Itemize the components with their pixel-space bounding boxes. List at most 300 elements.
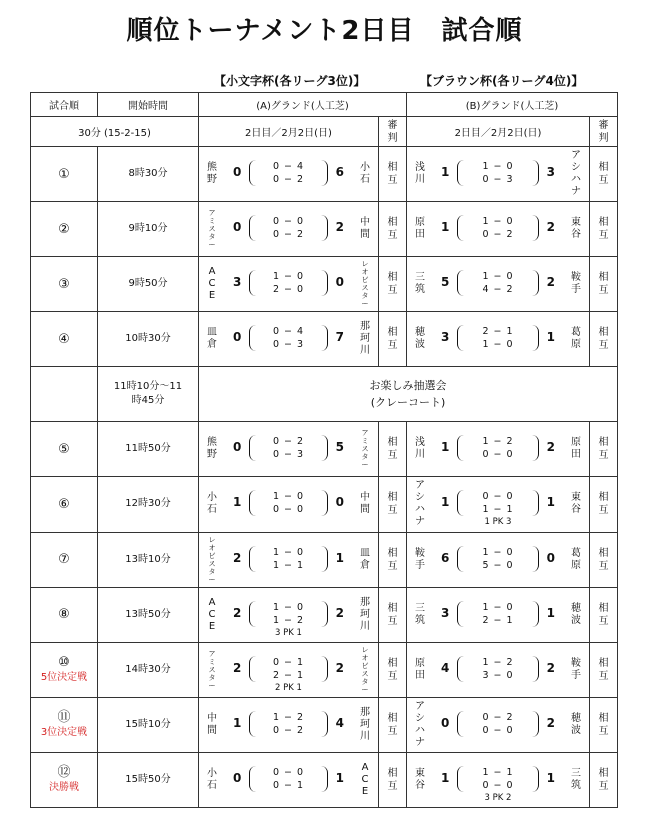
away-total-score: 1 <box>546 495 556 510</box>
referee-text: 相互 <box>387 547 398 572</box>
team-name: 熊 野 <box>207 437 217 461</box>
pk-result: 2 PK 1 <box>275 682 302 693</box>
game-box <box>407 312 589 366</box>
team-name: 原 田 <box>571 437 582 461</box>
team-name: 葛 原 <box>571 327 582 351</box>
start-time: 9時10分 <box>98 202 199 257</box>
first-half-score: 1 − 0 <box>482 546 514 558</box>
half-scores-bracket <box>249 546 328 572</box>
referee-text: 相互 <box>387 767 398 792</box>
first-half-score: 0 − 1 <box>272 656 305 668</box>
match-number: ⑤ <box>58 441 70 457</box>
match-number: ③ <box>58 276 70 292</box>
second-half-score: 0 − 3 <box>272 339 305 351</box>
referee-text: 相互 <box>387 162 398 187</box>
team-name: 中 間 <box>207 712 217 736</box>
match-row <box>31 532 618 587</box>
game-cell-a <box>199 257 379 312</box>
second-half-score: 1 − 1 <box>272 559 305 571</box>
referee-cell-a <box>379 202 407 257</box>
second-half-score: 0 − 0 <box>482 724 514 736</box>
referee-cell-a <box>379 642 407 697</box>
away-total-score: 2 <box>335 660 344 675</box>
home-total-score: 5 <box>441 275 450 290</box>
game-box <box>199 422 378 476</box>
away-total-score: 1 <box>546 605 556 620</box>
team-name: 皿 倉 <box>207 327 217 351</box>
referee-text: 相互 <box>598 602 609 627</box>
referee-a-label: 審判 <box>387 119 398 144</box>
start-time: 13時10分 <box>98 532 199 587</box>
away-total-score: 2 <box>546 220 556 235</box>
game-box <box>199 753 378 807</box>
half-scores-bracket <box>249 270 328 296</box>
page-title: 順位トーナメント2日目 試合順 <box>126 16 523 46</box>
team-name: 小 石 <box>360 162 370 186</box>
referee-cell-a <box>379 532 407 587</box>
home-total-score: 0 <box>233 330 242 345</box>
match-row <box>31 202 618 257</box>
team-name: ア ミ ス タ ー <box>361 429 369 470</box>
second-half-score: 2 − 1 <box>482 614 514 626</box>
referee-cell-a <box>379 422 407 477</box>
referee-text: 相互 <box>598 657 609 682</box>
first-half-score: 1 − 0 <box>272 271 305 283</box>
second-half-score: 0 − 2 <box>482 229 514 241</box>
referee-cell-b <box>590 312 618 367</box>
referee-text: 相互 <box>598 272 609 297</box>
home-total-score: 1 <box>233 495 242 510</box>
game-box <box>407 257 589 311</box>
match-number: ② <box>58 221 70 237</box>
half-scores-bracket <box>457 766 539 792</box>
half-scores-bracket <box>249 766 328 792</box>
match-number-cell <box>31 312 98 367</box>
first-half-score: 0 − 4 <box>272 326 305 338</box>
start-time: 9時50分 <box>98 257 199 312</box>
match-number: ⑩ <box>58 654 70 670</box>
game-cell-b <box>407 752 590 807</box>
referee-text: 相互 <box>598 327 609 352</box>
game-box <box>407 147 589 201</box>
team-name: 三 筑 <box>571 767 582 791</box>
half-scores-bracket <box>249 601 328 627</box>
second-half-score: 0 − 2 <box>272 724 305 736</box>
team-name: 浅 川 <box>415 437 426 461</box>
away-total-score: 7 <box>335 330 344 345</box>
home-total-score: 1 <box>233 715 242 730</box>
away-total-score: 0 <box>335 495 344 510</box>
home-total-score: 0 <box>233 220 242 235</box>
away-total-score: 1 <box>546 330 556 345</box>
referee-cell-b <box>590 532 618 587</box>
referee-text: 相互 <box>598 162 609 187</box>
second-half-score: 2 − 0 <box>272 284 305 296</box>
game-cell-b <box>407 697 590 752</box>
team-name: ア シ ハ ナ <box>571 150 582 198</box>
away-total-score: 1 <box>335 770 344 785</box>
cup-b-title: 【ブラウン杯(各リーグ4位)】 <box>420 74 584 88</box>
away-total-score: 4 <box>335 715 344 730</box>
start-time: 10時30分 <box>98 312 199 367</box>
first-half-score: 1 − 0 <box>482 271 514 283</box>
subheader-row <box>31 117 618 147</box>
team-name: ア ミ ス タ ー <box>208 649 216 690</box>
home-total-score: 6 <box>441 550 450 565</box>
second-half-score: 1 − 2 <box>272 614 305 626</box>
game-box <box>407 698 589 752</box>
game-cell-a <box>199 587 379 642</box>
second-half-score: 3 − 0 <box>482 669 514 681</box>
second-half-score: 0 − 2 <box>272 174 305 186</box>
team-name: レ オ ビ ス タ ー <box>361 645 369 694</box>
break-event-title: お楽しみ抽選会 <box>369 379 447 393</box>
match-row <box>31 147 618 202</box>
game-box <box>199 643 378 697</box>
game-cell-a <box>199 642 379 697</box>
referee-cell-b <box>590 257 618 312</box>
referee-cell-a <box>379 587 407 642</box>
game-box <box>199 147 378 201</box>
game-cell-a <box>199 312 379 367</box>
break-time: 11時10分～11時45分 <box>113 381 183 407</box>
date-b-cell: 2日目／2月2日(日) <box>407 117 590 147</box>
game-cell-a <box>199 532 379 587</box>
referee-text: 相互 <box>387 712 398 737</box>
match-number: ⑪ <box>57 709 71 725</box>
first-half-score: 1 − 1 <box>482 766 514 778</box>
away-total-score: 3 <box>546 165 556 180</box>
ground-b-header: (B)グランド(人工芝) <box>407 93 618 117</box>
home-total-score: 0 <box>233 165 242 180</box>
game-box <box>407 202 589 256</box>
team-name: A C E <box>208 266 216 302</box>
home-total-score: 0 <box>233 440 242 455</box>
match-row <box>31 642 618 697</box>
first-half-score: 0 − 2 <box>482 711 514 723</box>
game-box <box>407 588 589 642</box>
match-row <box>31 752 618 807</box>
game-box <box>199 698 378 752</box>
match-number-cell <box>31 257 98 312</box>
game-cell-a <box>199 422 379 477</box>
half-scores-bracket <box>457 656 539 682</box>
match-number-cell <box>31 587 98 642</box>
date-a-cell: 2日目／2月2日(日) <box>199 117 379 147</box>
half-scores-bracket <box>457 215 539 241</box>
start-time: 12時30分 <box>98 477 199 532</box>
game-box <box>407 533 589 587</box>
referee-cell-b <box>590 587 618 642</box>
start-time: 11時50分 <box>98 422 199 477</box>
team-name: 鞍 手 <box>571 272 582 296</box>
team-name: ア ミ ス タ ー <box>208 209 216 250</box>
game-box <box>199 477 378 531</box>
referee-text: 相互 <box>387 327 398 352</box>
first-half-score: 0 − 0 <box>272 216 305 228</box>
referee-cell-a <box>379 752 407 807</box>
first-half-score: 1 − 0 <box>272 601 305 613</box>
referee-cell-b <box>590 642 618 697</box>
team-name: 鞍 手 <box>571 657 582 681</box>
second-half-score: 0 − 3 <box>272 449 305 461</box>
pk-result: 1 PK 3 <box>484 517 512 528</box>
match-row <box>31 257 618 312</box>
home-total-score: 1 <box>441 220 450 235</box>
team-name: 浅 川 <box>415 162 426 186</box>
half-scores-bracket <box>457 160 539 186</box>
away-total-score: 2 <box>546 660 556 675</box>
game-cell-a <box>199 477 379 532</box>
second-half-score: 0 − 2 <box>272 229 305 241</box>
home-total-score: 3 <box>441 330 450 345</box>
game-cell-b <box>407 202 590 257</box>
match-number-cell <box>31 477 98 532</box>
referee-text: 相互 <box>598 547 609 572</box>
game-cell-b <box>407 147 590 202</box>
team-name: 穂 波 <box>415 327 426 351</box>
half-scores-bracket <box>249 215 328 241</box>
home-total-score: 0 <box>441 715 450 730</box>
team-name: 原 田 <box>415 217 426 241</box>
order-header: 試合順 <box>31 93 98 117</box>
team-name: 東 谷 <box>571 217 582 241</box>
match-label: 決勝戦 <box>49 781 79 793</box>
game-box <box>407 753 589 807</box>
first-half-score: 1 − 0 <box>272 546 305 558</box>
start-time: 15時50分 <box>98 752 199 807</box>
match-number: ① <box>58 166 70 182</box>
away-total-score: 0 <box>546 550 556 565</box>
home-total-score: 1 <box>441 770 450 785</box>
match-number: ⑫ <box>57 764 71 780</box>
team-name: 中 間 <box>360 217 370 241</box>
first-half-score: 1 − 2 <box>482 436 514 448</box>
team-name: 小 石 <box>207 492 217 516</box>
match-number: ⑥ <box>58 496 70 512</box>
pk-result: 3 PK 1 <box>275 627 302 638</box>
match-label: 3位決定戦 <box>40 726 88 738</box>
match-row <box>31 422 618 477</box>
match-number-cell <box>31 752 98 807</box>
second-half-score: 0 − 0 <box>482 779 514 791</box>
referee-cell-a <box>379 147 407 202</box>
referee-cell-b <box>590 477 618 532</box>
start-time: 15時10分 <box>98 697 199 752</box>
schedule-table <box>30 92 618 808</box>
game-cell-b <box>407 257 590 312</box>
game-cell-b <box>407 312 590 367</box>
team-name: 熊 野 <box>207 162 217 186</box>
team-name: 那 珂 川 <box>360 596 370 632</box>
team-name: 那 珂 川 <box>360 706 370 742</box>
half-scores-bracket <box>249 160 328 186</box>
half-scores-bracket <box>457 546 539 572</box>
team-name: 鞍 手 <box>415 547 426 571</box>
start-header: 開始時間 <box>98 93 199 117</box>
game-cell-a <box>199 147 379 202</box>
match-number: ④ <box>58 331 70 347</box>
match-number: ⑧ <box>58 607 70 623</box>
match-number-cell <box>31 147 98 202</box>
team-name: 東 谷 <box>571 492 582 516</box>
break-event-location: (クレーコート) <box>370 396 446 410</box>
home-total-score: 0 <box>233 770 242 785</box>
half-scores-bracket <box>457 270 539 296</box>
referee-cell-a <box>379 697 407 752</box>
team-name: ア シ ハ ナ <box>415 480 426 528</box>
referee-b-label: 審判 <box>598 119 609 144</box>
break-empty-cell <box>31 367 98 422</box>
home-total-score: 3 <box>441 605 450 620</box>
away-total-score: 2 <box>546 715 556 730</box>
game-box <box>407 643 589 697</box>
team-name: 原 田 <box>415 657 426 681</box>
half-scores-bracket <box>249 711 328 737</box>
start-time: 14時30分 <box>98 642 199 697</box>
game-cell-b <box>407 642 590 697</box>
game-cell-a <box>199 752 379 807</box>
referee-text: 相互 <box>598 437 609 462</box>
start-time: 13時50分 <box>98 587 199 642</box>
first-half-score: 0 − 0 <box>482 491 514 503</box>
away-total-score: 2 <box>335 605 344 620</box>
game-cell-a <box>199 697 379 752</box>
away-total-score: 1 <box>546 770 556 785</box>
half-scores-bracket <box>457 490 539 516</box>
away-total-score: 6 <box>335 165 344 180</box>
team-name: A C E <box>361 761 369 797</box>
referee-text: 相互 <box>387 272 398 297</box>
second-half-score: 0 − 1 <box>272 779 305 791</box>
game-box <box>199 202 378 256</box>
referee-a-header <box>379 117 407 147</box>
second-half-score: 5 − 0 <box>482 559 514 571</box>
team-name: レ オ ビ ス タ ー <box>361 260 369 309</box>
half-scores-bracket <box>249 325 328 351</box>
game-cell-b <box>407 532 590 587</box>
team-name: 皿 倉 <box>360 547 370 571</box>
game-box <box>199 312 378 366</box>
referee-cell-b <box>590 202 618 257</box>
first-half-score: 0 − 2 <box>272 436 305 448</box>
game-box <box>199 533 378 587</box>
break-row <box>31 367 618 422</box>
home-total-score: 2 <box>233 605 242 620</box>
first-half-score: 1 − 0 <box>272 491 305 503</box>
referee-cell-b <box>590 422 618 477</box>
first-half-score: 1 − 2 <box>482 656 514 668</box>
team-name: 那 珂 川 <box>360 321 370 357</box>
game-box <box>407 422 589 476</box>
team-name: ア シ ハ ナ <box>415 700 426 748</box>
referee-text: 相互 <box>387 437 398 462</box>
home-total-score: 4 <box>441 660 450 675</box>
second-half-score: 4 − 2 <box>482 284 514 296</box>
home-total-score: 2 <box>233 550 242 565</box>
header-row <box>31 93 618 117</box>
match-row <box>31 312 618 367</box>
referee-text: 相互 <box>598 217 609 242</box>
referee-text: 相互 <box>387 657 398 682</box>
referee-cell-a <box>379 312 407 367</box>
game-box <box>199 257 378 311</box>
referee-text: 相互 <box>598 492 609 517</box>
referee-text: 相互 <box>387 602 398 627</box>
referee-cell-a <box>379 477 407 532</box>
second-half-score: 0 − 3 <box>482 174 514 186</box>
referee-text: 相互 <box>387 217 398 242</box>
cup-a-title: 【小文字杯(各リーグ3位)】 <box>214 74 366 88</box>
home-total-score: 1 <box>441 165 450 180</box>
game-cell-b <box>407 477 590 532</box>
referee-cell-b <box>590 697 618 752</box>
away-total-score: 2 <box>546 440 556 455</box>
match-number-cell <box>31 532 98 587</box>
game-cell-b <box>407 587 590 642</box>
duration-cell: 30分 (15-2-15) <box>31 117 199 147</box>
first-half-score: 1 − 0 <box>482 601 514 613</box>
half-scores-bracket <box>457 325 539 351</box>
team-name: 葛 原 <box>571 547 582 571</box>
away-total-score: 2 <box>335 220 344 235</box>
match-row <box>31 477 618 532</box>
away-total-score: 1 <box>335 550 344 565</box>
referee-text: 相互 <box>387 492 398 517</box>
second-half-score: 2 − 1 <box>272 669 305 681</box>
team-name: 穂 波 <box>571 712 582 736</box>
game-box <box>199 588 378 642</box>
half-scores-bracket <box>249 490 328 516</box>
first-half-score: 1 − 2 <box>272 711 305 723</box>
second-half-score: 1 − 1 <box>482 504 514 516</box>
first-half-score: 1 − 0 <box>482 216 514 228</box>
referee-b-header <box>590 117 618 147</box>
match-number-cell <box>31 642 98 697</box>
home-total-score: 1 <box>441 495 450 510</box>
away-total-score: 0 <box>335 275 344 290</box>
ground-a-header: (A)グランド(人工芝) <box>199 93 407 117</box>
game-cell-a <box>199 202 379 257</box>
first-half-score: 2 − 1 <box>482 326 514 338</box>
pk-result: 3 PK 2 <box>484 792 512 803</box>
match-number-cell <box>31 422 98 477</box>
half-scores-bracket <box>457 601 539 627</box>
first-half-score: 0 − 4 <box>272 161 305 173</box>
second-half-score: 0 − 0 <box>482 449 514 461</box>
referee-cell-b <box>590 147 618 202</box>
match-number: ⑦ <box>58 552 70 568</box>
team-name: 三 筑 <box>415 602 426 626</box>
referee-text: 相互 <box>598 767 609 792</box>
home-total-score: 3 <box>233 275 242 290</box>
second-half-score: 1 − 0 <box>482 339 514 351</box>
game-box <box>407 477 589 531</box>
referee-text: 相互 <box>598 712 609 737</box>
half-scores-bracket <box>249 435 328 461</box>
away-total-score: 2 <box>546 275 556 290</box>
match-number-cell <box>31 202 98 257</box>
start-time: 8時30分 <box>98 147 199 202</box>
referee-cell-b <box>590 752 618 807</box>
team-name: 穂 波 <box>571 602 582 626</box>
team-name: 東 谷 <box>415 767 426 791</box>
half-scores-bracket <box>457 711 539 737</box>
match-number-cell <box>31 697 98 752</box>
team-name: レ オ ビ ス タ ー <box>208 535 216 584</box>
team-name: 小 石 <box>207 767 217 791</box>
team-name: A C E <box>208 596 216 632</box>
